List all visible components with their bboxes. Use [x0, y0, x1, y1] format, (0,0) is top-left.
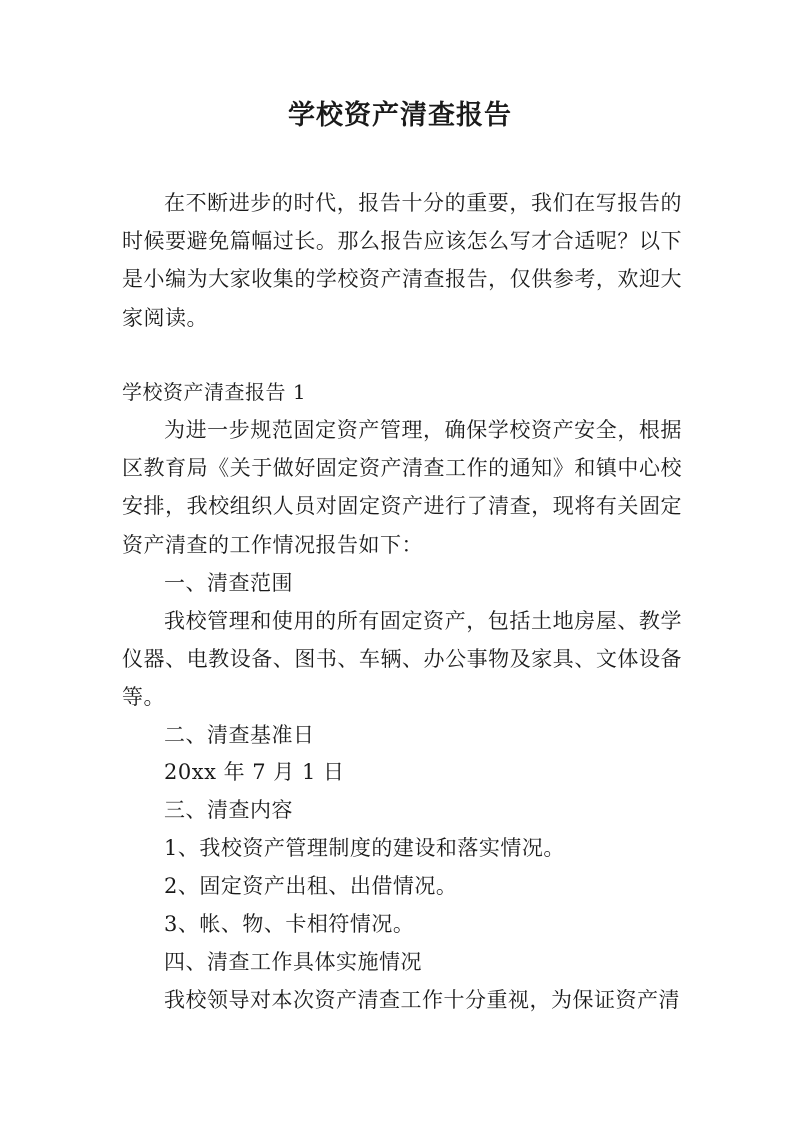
- heading-content: 三、清查内容: [164, 798, 293, 822]
- paragraph-2: 我校管理和使用的所有固定资产，包括土地房屋、教学仪器、电教设备、图书、车辆、办公事物及家具、文体设备等。: [122, 609, 682, 710]
- section-title: 学校资产清查报告 1: [122, 380, 307, 404]
- heading-scope: 一、清查范围: [164, 571, 293, 595]
- paragraph-3: 我校领导对本次资产清查工作十分重视，为保证资产清: [164, 988, 680, 1012]
- intro-paragraph: 在不断进步的时代，报告十分的重要，我们在写报告的时候要避免篇幅过长。那么报告应该怎么写才合适呢？以下是小编为大家收集的学校资产清查报告，仅供参考，欢迎大家阅读。: [122, 191, 682, 330]
- paragraph-1: 为进一步规范固定资产管理，确保学校资产安全，根据区教育局《关于做好固定资产清查工作的通知》和镇中心校安排，我校组织人员对固定资产进行了清查，现将有关固定资产清查的工作情况报告如下：: [122, 418, 682, 557]
- content-item-2: 2、固定资产出租、出借情况。: [164, 874, 458, 898]
- content-item-3: 3、帐、物、卡相符情况。: [164, 912, 415, 936]
- base-date-value: 20xx 年 7 月 1 日: [164, 760, 345, 784]
- heading-base-date: 二、清查基准日: [164, 723, 315, 747]
- document-title: 学校资产清查报告: [288, 100, 512, 131]
- heading-implementation: 四、清查工作具体实施情况: [164, 950, 422, 974]
- content-item-1: 1、我校资产管理制度的建设和落实情况。: [164, 836, 565, 860]
